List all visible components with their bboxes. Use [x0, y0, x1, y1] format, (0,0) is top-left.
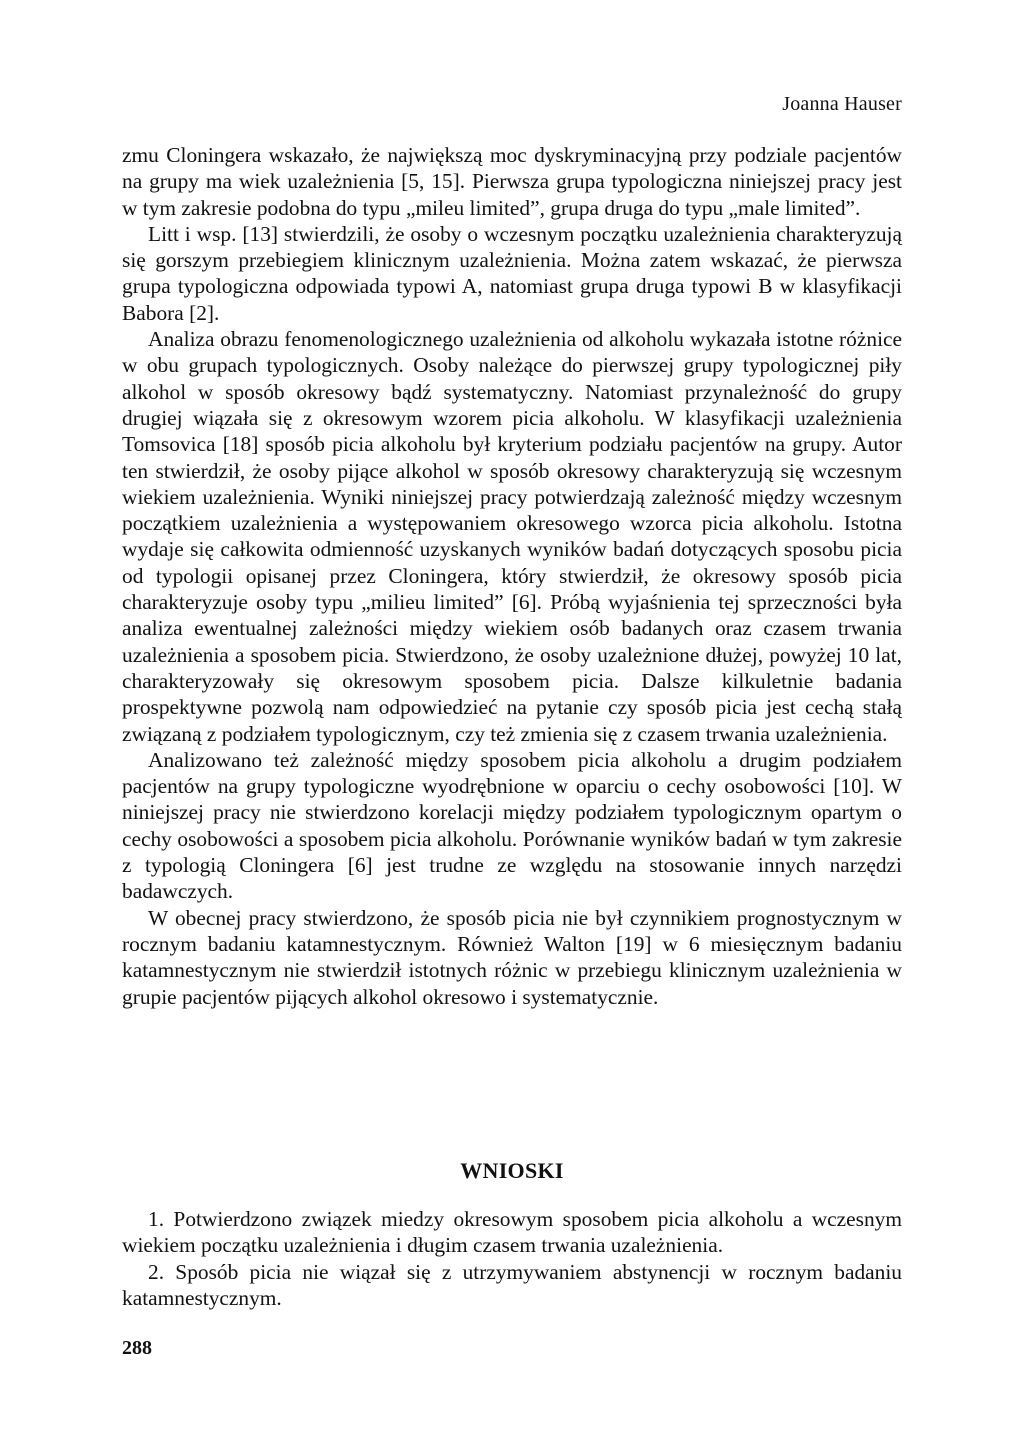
page-number: 288 — [122, 1337, 152, 1359]
body-text — [122, 142, 902, 1010]
paragraph-2: Litt i wsp. [13] stwierdzili, że osoby o wczesnym początku uzależnienia charakteryzują się gorszym przebiegiem klinicznym uzależnienia. Można zatem wskazać, że pierwsza grupa typologiczna odpowiada typowi A, natomiast grupa druga typowi B w klasyfikacji Babora [2]. — [122, 221, 902, 325]
conclusions-heading: WNIOSKI — [460, 1158, 564, 1183]
paragraph-1: zmu Cloningera wskazało, że największą moc dyskryminacyjną przy podziale pacjentów na grupy ma wiek uzależnienia [5, 15]. Pierwsza grupa typologiczna niniejszej pracy jest w tym zakresie podobna do typu „mileu limited”, grupa druga do typu „male limited”. — [122, 143, 902, 220]
conclusion-item-2: 2. Sposób picia nie wiązał się z utrzymywaniem abstynencji w rocznym badaniu katamnestycznym. — [122, 1259, 902, 1310]
paragraph-4: Analizowano też zależność między sposobem picia alkoholu a drugim podziałem pacjentów na grupy typologiczne wyodrębnione w oparciu o cechy osobowości [10]. W niniejszej pracy nie stwierdzono korelacji między podziałem typologicznym opartym o cechy osobowości a sposobem picia alkoholu. Porównanie wyników badań w tym zakresie z typologią Cloningera [6] jest trudne ze względu na stosowanie innych narzędzi badawczych. — [122, 747, 902, 904]
paragraph-5: W obecnej pracy stwierdzono, że sposób picia nie był czynnikiem prognostycznym w rocznym badaniu katamnestycznym. Również Walton [19] w 6 miesięcznym badaniu katamnestycznym nie stwierdził istotnych różnic w przebiegu klinicznym uzależnienia w grupie pacjentów pijących alkohol okresowo i systematycznie. — [122, 905, 902, 1009]
conclusion-item-1: 1. Potwierdzono związek miedzy okresowym sposobem picia alkoholu a wczesnym wiekiem początku uzależnienia i długim czasem trwania uzależnienia. — [122, 1207, 902, 1258]
running-head-author: Joanna Hauser — [782, 93, 902, 115]
paragraph-3: Analiza obrazu fenomenologicznego uzależnienia od alkoholu wykazała istotne różnice w obu grupach typologicznych. Osoby należące do pierwszej grupy typologicznej piły alkohol w sposób okresowy bądź systematyczny. Natomiast przynależność do grupy drugiej wiązała się z okresowym wzorem picia alkoholu. W klasyfikacji uzależnienia Tomsovica [18] sposób picia alkoholu był kryterium podziału pacjentów na grupy. Autor ten stwierdził, że osoby pijące alkohol w sposób okresowy charakteryzują się wczesnym wiekiem uzależnienia. Wyniki niniejszej pracy potwierdzają zależność między wczesnym początkiem uzależnienia a występowaniem okresowego wzorca picia alkoholu. Istotna wydaje się całkowita odmienność uzyskanych wyników badań dotyczących sposobu picia od typologii opisanej przez Cloningera, który stwierdził, że okresowy sposób picia charakteryzuje osoby typu „milieu limited” [6]. Próbą wyjaśnienia tej sprzeczności była analiza ewentualnej zależności między wiekiem osób badanych oraz czasem trwania uzależnienia a sposobem picia. Stwierdzono, że osoby uzależnione dłużej, powyżej 10 lat, charakteryzowały się okresowym sposobem picia. Dalsze kilkuletnie badania prospektywne pozwolą nam odpowiedzieć na pytanie czy sposób picia jest cechą stałą związaną z podziałem typologicznym, czy też zmienia się z czasem trwania uzależnienia. — [122, 327, 902, 746]
conclusions-list — [122, 1206, 902, 1311]
